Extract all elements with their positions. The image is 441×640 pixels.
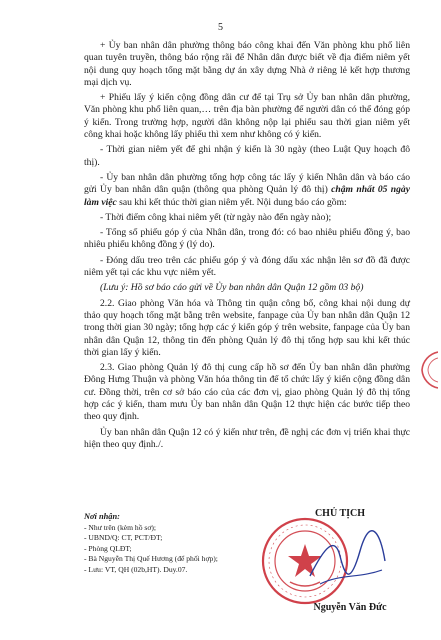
paragraph-text: 2.2. Giao phòng Văn hóa và Thông tin quận công bố, công khai nội dung dự thảo quy hoạch tổng mặt bằng trên website, fanpage của Ủy ban nhân dân Quận 12 trong thời gian 30 ngày; tổng hợp các ý kiến góp ý trên website, fanpage của Ủy ban nhân dân Quận 12, thông tin đến phòng Quản lý đô thị tổng hợp sau khi kết thúc thời gian lấy ý kiến. [84,297,410,358]
recipient-item: - Phòng QLĐT; [84,543,132,553]
body-paragraph [84,227,410,252]
paragraph-text: 2.3. Giao phòng Quản lý đô thị cung cấp hồ sơ đến Ủy ban nhân dân phường Đông Hưng Thuận và phòng Văn hóa thông tin để tổ chức lấy ý kiến cộng đồng dân cư. Đồng thời, trên cơ sở báo cáo của các đơn vị, giao phòng Quản lý đô thị tổng hợp các ý kiến, tham mưu Ủy ban nhân dân Quận 12 thực hiện các bước tiếp theo theo quy định. [84,362,410,423]
body-paragraph [84,40,410,89]
paragraph-text: (Lưu ý: Hồ sơ báo cáo gửi về Ủy ban nhân dân Quận 12 gồm 03 bộ) [100,282,364,294]
recipient-item: - Như trên (kèm hồ sơ); [84,522,157,532]
page-number: 5 [218,22,223,33]
paragraph-text: + Phiếu lấy ý kiến cộng đồng dân cư để tại Trụ sở Ủy ban nhân dân phường, Văn phòng khu phố liên quan,… trên địa bàn phường để người dân có thể đóng góp ý kiến. Trong trường hợp, người dân không nộp lại phiếu sau thời gian niêm yết công khai hoặc không lấy phiếu thì xem như không có ý kiến. [84,92,410,141]
paragraph-text: chậm nhất 05 ngày làm việc [84,184,410,208]
paragraph-text: Ủy ban nhân dân Quận 12 có ý kiến như trên, đề nghị các đơn vị triển khai thực hiện theo quy định./. [84,426,410,450]
handwritten-signature [300,526,390,596]
body-paragraph [84,255,410,280]
body-paragraph [84,212,410,224]
recipient-item: - Lưu: VT, QH (02b,HT). Duy.07. [84,564,188,574]
paragraph-text: - Thời gian niêm yết để ghi nhận ý kiến là 30 ngày (theo Luật Quy hoạch đô thị). [84,144,410,168]
signature-block [270,508,410,618]
recipients-block [84,512,264,576]
margin-stamp-fragment [416,350,438,390]
body-paragraph [84,144,410,169]
paragraph-text: sau khi kết thúc thời gian niêm yết. Nội dung báo cáo gồm: [116,196,347,208]
paragraph-text: - Thời điểm công khai niêm yết (từ ngày nào đến ngày nào); [100,211,332,223]
document-body [84,40,410,454]
body-paragraph [84,427,410,452]
body-paragraph [84,92,410,141]
body-paragraph [84,362,410,423]
paragraph-text: - Ủy ban nhân dân phường tổng hợp công tác lấy ý kiến Nhân dân và báo cáo gửi Ủy ban nhân dân quận (thông qua phòng Quản lý đô thị) [84,171,410,196]
paragraph-text: + Ủy ban nhân dân phường thông báo công khai đến Văn phòng khu phố liên quan tuyên truyền, thông báo rộng rãi để Nhân dân được biết về địa điểm niêm yết nội dung quy hoạch tổng mặt bằng dự án xây dựng Nhà ở riêng lẻ kết hợp thương mại dịch vụ. [84,40,410,88]
body-paragraph [84,298,410,359]
recipient-item: - Bà Nguyễn Thị Quế Hương (để phối hợp); [84,554,218,564]
signer-title: CHỦ TỊCH [314,508,366,519]
note-paragraph [84,282,410,294]
signer-name: Nguyễn Văn Đức [313,602,387,613]
paragraph-text: - Tổng số phiếu góp ý của Nhân dân, trong đó: có bao nhiêu phiếu đồng ý, bao nhiêu phiếu không đồng ý (lý do). [84,227,410,251]
paragraph-text: - Đóng dấu treo trên các phiếu góp ý và đóng dấu xác nhận lên sơ đồ đã được niêm yết tại các khu vực niêm yết. [84,254,410,279]
body-paragraph [84,172,410,209]
recipients-heading: Nơi nhận: [84,512,120,521]
recipient-item: - UBND/Q: CT, PCT/ĐT; [84,533,163,543]
